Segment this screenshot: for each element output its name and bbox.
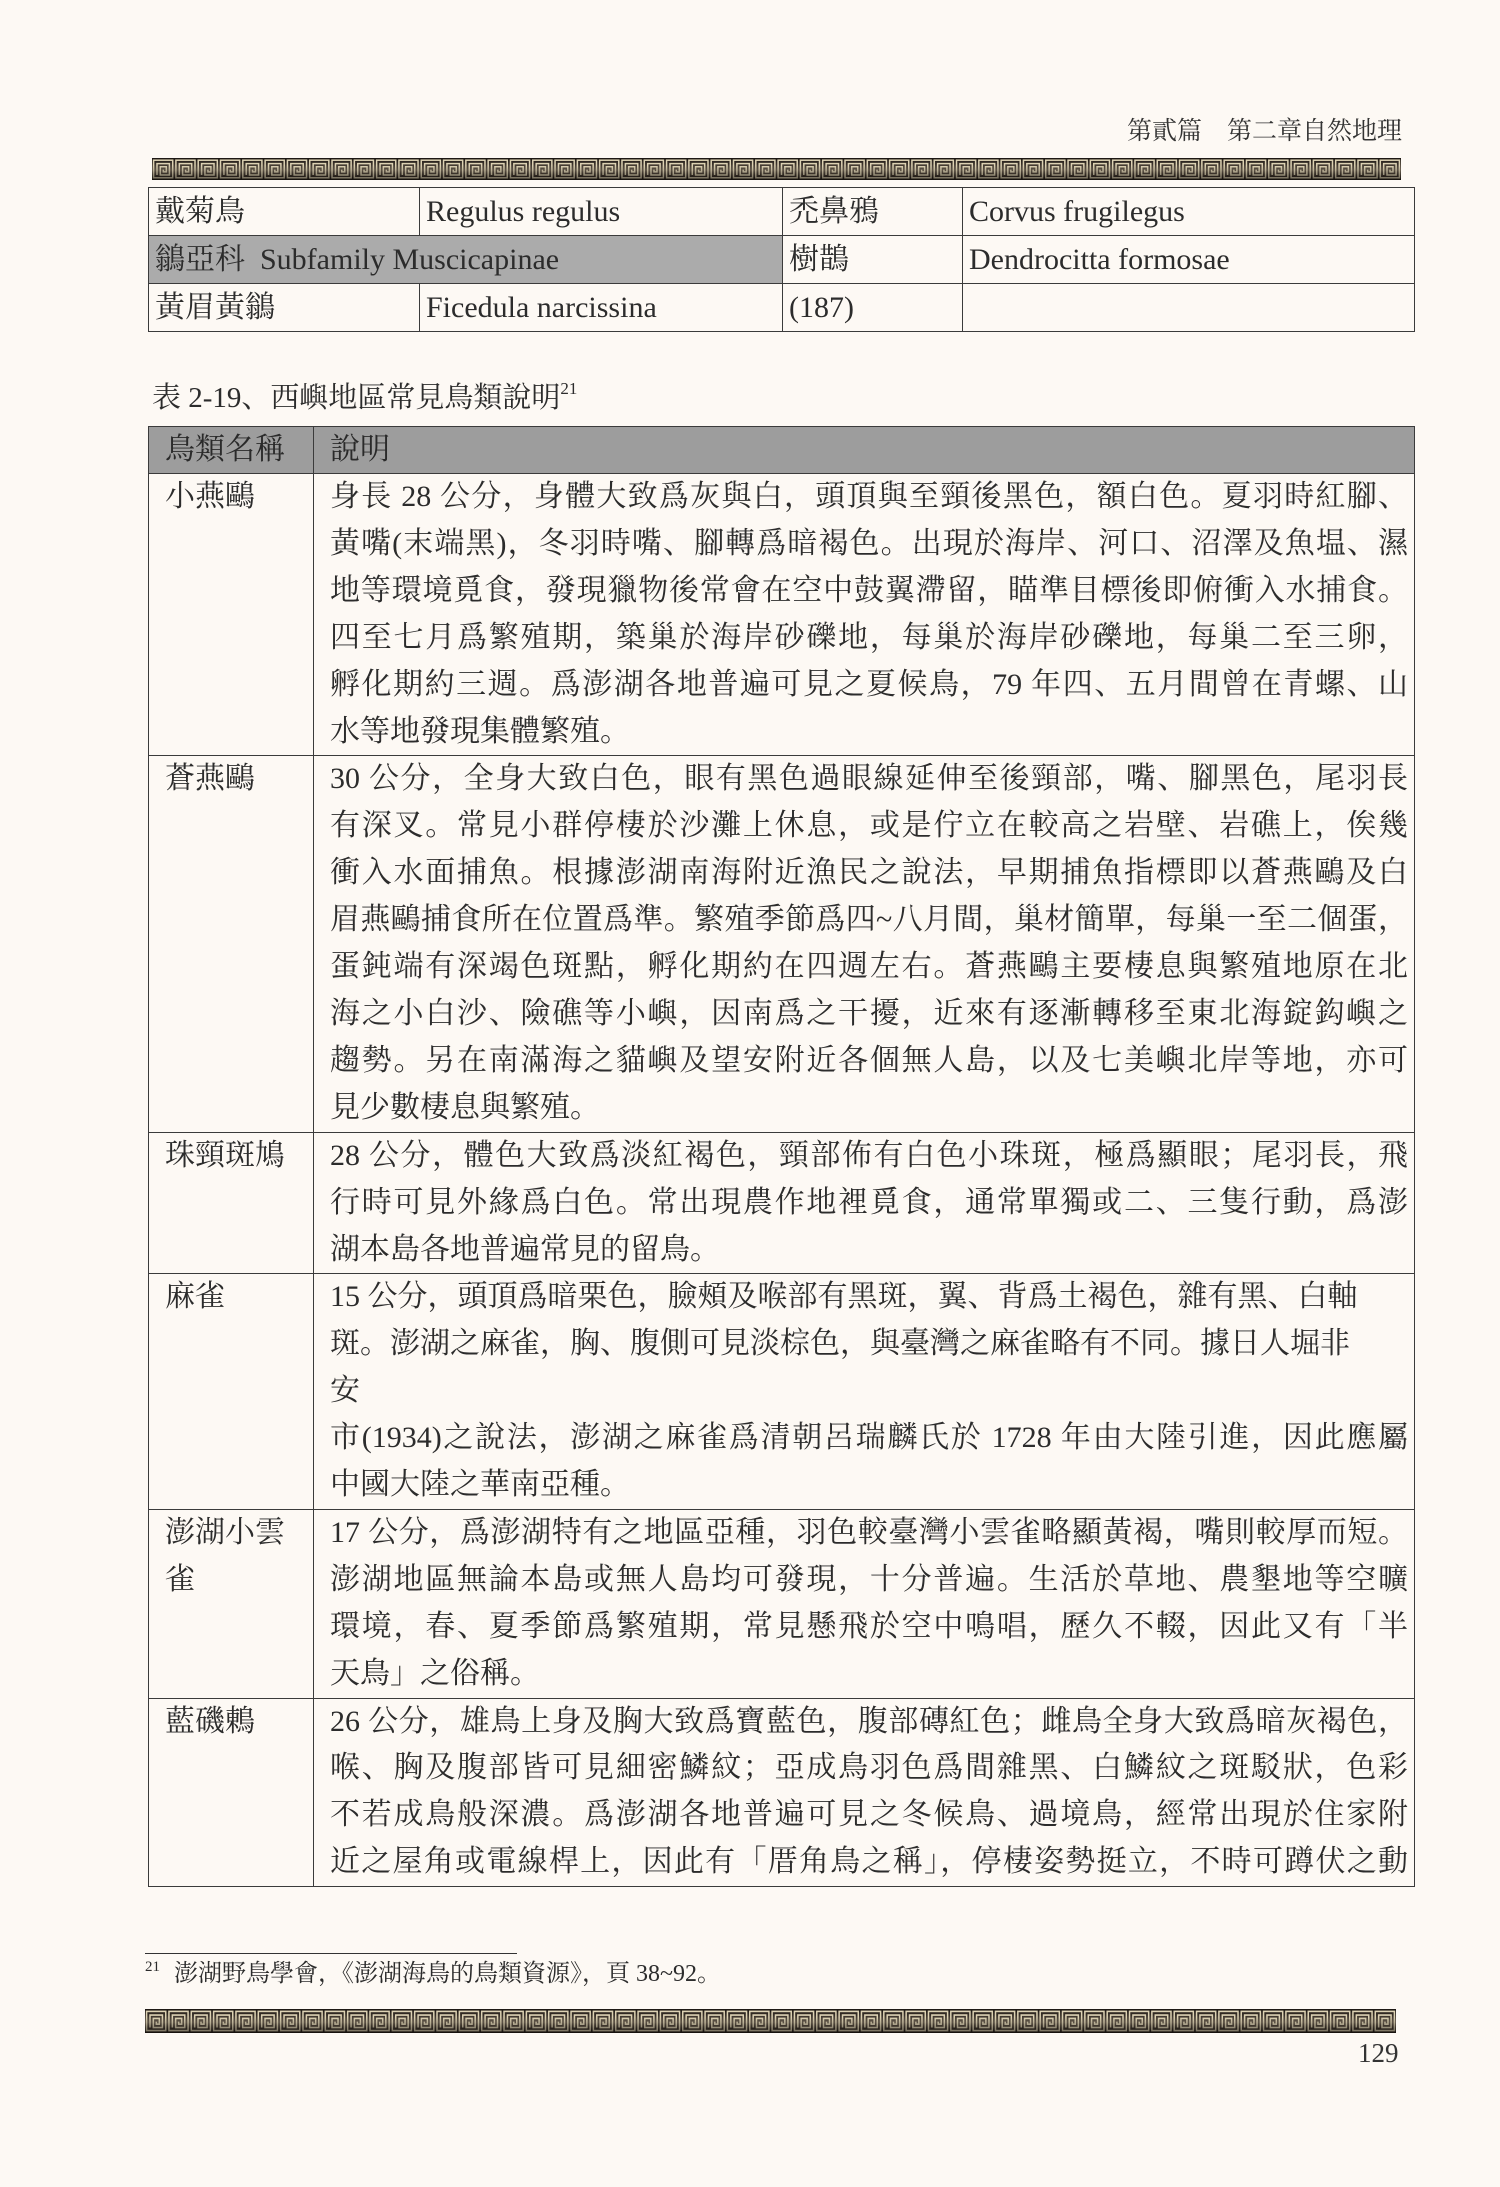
footnote-reference[interactable]: 21: [560, 379, 578, 398]
table-caption: [152, 380, 577, 416]
description-line: 海之小白沙、險礁等小嶼，因南爲之干擾，近來有逐漸轉移至東北海錠鈎嶼之: [330, 996, 1408, 1030]
bird-name: 麻雀: [165, 1280, 225, 1314]
bird-name-cell: [149, 1274, 314, 1510]
description-line: 衝入水面捕魚。根據澎湖南海附近漁民之說法，早期捕魚指標即以蒼燕鷗及白: [330, 856, 1408, 890]
bird-name: 澎湖小雲: [165, 1515, 285, 1549]
bird-name: 珠頸斑鳩: [165, 1138, 285, 1172]
description-line: 見少數棲息與繁殖。: [330, 1090, 600, 1124]
continued-species-table: [148, 187, 1415, 332]
bird-description-cell: [314, 1698, 1415, 1887]
bird-name-cell: [149, 756, 314, 1132]
footnote-text: 澎湖野鳥學會，《澎湖海鳥的鳥類資源》，頁 38~92。: [174, 1961, 721, 1987]
description-line: 地等環境覓食，發現獵物後常會在空中鼓翼滯留，瞄準目標後即俯衝入水捕食。: [330, 573, 1408, 607]
description-line: 有深叉。常見小群停棲於沙灘上休息，或是佇立在較高之岩壁、岩礁上，俟幾: [330, 809, 1408, 843]
description-line: 近之屋角或電線桿上，因此有「厝角鳥之稱」，停棲姿勢挺立，不時可蹲伏之動: [330, 1845, 1408, 1879]
bird-description-cell: [314, 756, 1415, 1132]
description-line: 湖本島各地普遍常見的留鳥。: [330, 1232, 720, 1266]
caption-text: 表 2-19、西嶼地區常見鳥類說明: [152, 382, 561, 414]
description-line: 15 公分，頭頂爲暗栗色，臉頰及喉部有黑斑，翼、背爲土褐色，雜有黑、白軸: [330, 1280, 1358, 1314]
table-row: [149, 756, 1415, 1132]
table-row: [149, 1509, 1415, 1698]
table-header-row: [149, 427, 1415, 474]
table-row: [149, 474, 1415, 756]
bird-name-cell: [149, 474, 314, 756]
bird-name: 雀: [165, 1562, 195, 1596]
bird-description-cell: [314, 474, 1415, 756]
chinese-name-cell: 禿鼻鴉: [783, 188, 963, 236]
header-bird-name: 鳥類名稱: [149, 427, 314, 474]
description-line: 30 公分，全身大致白色，眼有黑色過眼線延伸至後頸部，嘴、腳黑色，尾羽長: [330, 762, 1408, 796]
description-line: 身長 28 公分，身體大致爲灰與白，頭頂與至頸後黑色，額白色。夏羽時紅腳、: [330, 480, 1408, 513]
footnote-separator: [145, 1953, 517, 1954]
description-line: 中國大陸之華南亞種。: [330, 1468, 630, 1502]
chinese-name-cell: 黃眉黃鶲: [149, 284, 420, 332]
scientific-name-cell: Corvus frugilegus: [963, 188, 1415, 236]
bird-description-cell: [314, 1509, 1415, 1698]
subfamily-heading-cell: 鶲亞科 Subfamily Muscicapinae: [149, 236, 783, 284]
chinese-name-cell: 戴菊鳥: [149, 188, 420, 236]
table-row: [149, 1274, 1415, 1510]
bird-name-cell: [149, 1698, 314, 1887]
table-row: [149, 236, 1415, 284]
count-cell: (187): [783, 284, 963, 332]
greek-key-border-top: [152, 158, 1401, 180]
table-row: [149, 284, 1415, 332]
empty-cell: [963, 284, 1415, 332]
description-line: 環境，春、夏季節爲繁殖期，常見懸飛於空中鳴唱，歷久不輟，因此又有「半: [330, 1609, 1408, 1643]
bird-name: 蒼燕鷗: [165, 762, 255, 796]
header-description: 說明: [314, 427, 1415, 474]
scientific-name-cell: Regulus regulus: [420, 188, 783, 236]
description-line: 黃嘴(末端黑)，冬羽時嘴、腳轉爲暗褐色。出現於海岸、河口、沼澤及魚塭、濕: [330, 526, 1408, 560]
bird-name: 小燕鷗: [165, 480, 255, 513]
chinese-name-cell: 樹鵲: [783, 236, 963, 284]
page-number: 129: [1358, 2038, 1399, 2068]
footnote-marker: 21: [145, 1959, 160, 1975]
description-line: 蛋鈍端有深竭色斑點，孵化期約在四週左右。蒼燕鷗主要棲息與繁殖地原在北: [330, 950, 1408, 984]
description-line: 17 公分，爲澎湖特有之地區亞種，羽色較臺灣小雲雀略顯黃褐，嘴則較厚而短。: [330, 1515, 1408, 1549]
table-row: [149, 1132, 1415, 1274]
footnote: [145, 1958, 721, 1990]
description-line: 28 公分，體色大致爲淡紅褐色，頸部佈有白色小珠斑，極爲顯眼；尾羽長，飛: [330, 1138, 1408, 1172]
table-row: [149, 1698, 1415, 1887]
description-line: 水等地發現集體繁殖。: [330, 714, 630, 748]
description-line: 趨勢。另在南滿海之貓嶼及望安附近各個無人島，以及七美嶼北岸等地，亦可: [330, 1043, 1408, 1077]
border-shading: [152, 158, 1401, 180]
running-header: 第貳篇 第二章自然地理: [1126, 118, 1402, 145]
bird-name-cell: [149, 1132, 314, 1274]
description-line: 安: [330, 1374, 360, 1408]
description-line: 斑。澎湖之麻雀，胸、腹側可見淡棕色，與臺灣之麻雀略有不同。據日人堀非: [330, 1327, 1350, 1361]
description-line: 天鳥」之俗稱。: [330, 1656, 540, 1690]
bird-name-cell: [149, 1509, 314, 1698]
table-row: [149, 188, 1415, 236]
bird-description-cell: [314, 1274, 1415, 1510]
bird-description-table: [148, 426, 1415, 1887]
greek-key-border-bottom: [145, 2009, 1396, 2033]
bird-description-cell: [314, 1132, 1415, 1274]
bird-name: 藍磯鶇: [165, 1704, 255, 1738]
description-line: 26 公分，雄鳥上身及胸大致爲寶藍色，腹部磚紅色；雌鳥全身大致爲暗灰褐色，: [330, 1704, 1408, 1738]
scientific-name-cell: Ficedula narcissina: [420, 284, 783, 332]
description-line: 澎湖地區無論本島或無人島均可發現，十分普遍。生活於草地、農墾地等空曠: [330, 1562, 1408, 1596]
description-line: 眉燕鷗捕食所在位置爲準。繁殖季節爲四~八月間，巢材簡單，每巢一至二個蛋，: [330, 903, 1408, 937]
description-line: 四至七月爲繁殖期，築巢於海岸砂礫地，每巢於海岸砂礫地，每巢二至三卵，: [330, 620, 1408, 654]
description-line: 孵化期約三週。爲澎湖各地普遍可見之夏候鳥，79 年四、五月間曾在青螺、山: [330, 667, 1408, 701]
description-line: 行時可見外緣爲白色。常出現農作地裡覓食，通常單獨或二、三隻行動，爲澎: [330, 1185, 1408, 1219]
description-line: 喉、胸及腹部皆可見細密鱗紋；亞成鳥羽色爲間雜黑、白鱗紋之斑駁狀，色彩: [330, 1751, 1408, 1785]
scientific-name-cell: Dendrocitta formosae: [963, 236, 1415, 284]
description-line: 市(1934)之說法，澎湖之麻雀爲清朝呂瑞麟氏於 1728 年由大陸引進，因此應屬: [330, 1421, 1408, 1455]
description-line: 不若成鳥般深濃。爲澎湖各地普遍可見之冬候鳥、過境鳥，經常出現於住家附: [330, 1798, 1408, 1832]
border-shading: [145, 2009, 1396, 2033]
